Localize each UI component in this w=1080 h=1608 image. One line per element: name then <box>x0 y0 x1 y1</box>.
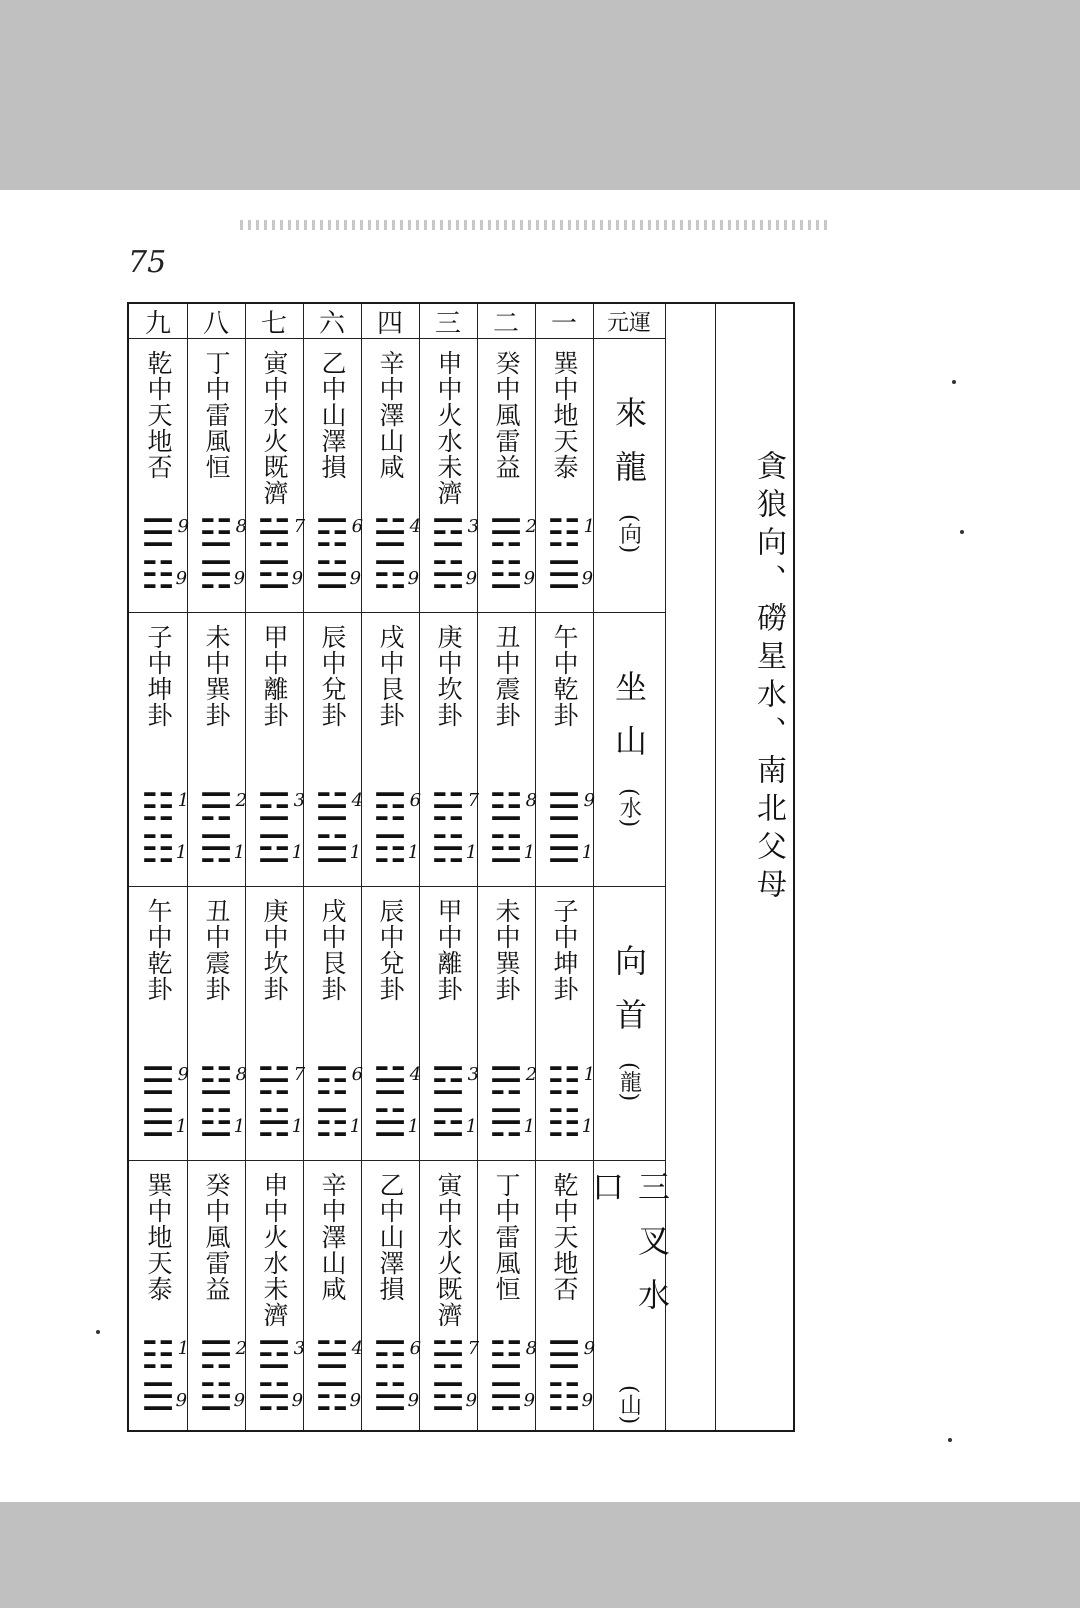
hexagram-name: 申中火水未濟 <box>260 1172 289 1328</box>
upper-number: 3 <box>293 1338 306 1359</box>
upper-trigram-icon: ☷ 1 <box>547 514 581 552</box>
upper-number: 1 <box>583 1064 596 1085</box>
table-cell <box>535 898 596 1156</box>
table-cell <box>303 898 364 1156</box>
upper-number: 1 <box>177 1338 190 1359</box>
upper-trigram-icon: ☶ 6 <box>373 1336 407 1374</box>
table-cell <box>303 350 364 608</box>
row-label <box>587 1170 671 1424</box>
row-label <box>593 896 665 1150</box>
upper-number: 2 <box>235 1338 248 1359</box>
hexagram-name: 辛中澤山咸 <box>318 1172 347 1302</box>
upper-number: 6 <box>409 790 422 811</box>
lower-trigram-icon: ☰ 1 <box>546 827 594 871</box>
upper-number: 7 <box>467 790 480 811</box>
lower-number: 9 <box>349 568 362 589</box>
lower-number: 9 <box>407 568 420 589</box>
upper-trigram-icon: ☰ 9 <box>141 514 175 552</box>
upper-trigram-icon: ☵ 7 <box>257 514 291 552</box>
hexagram-name: 巽中地天泰 <box>144 1172 173 1302</box>
hexagram-name: 午中乾卦 <box>144 898 173 1002</box>
hexagram-name: 乙中山澤損 <box>376 1172 405 1302</box>
lower-number: 9 <box>465 1390 478 1411</box>
table-cell <box>245 1172 306 1430</box>
row-label-text: 坐山 <box>610 670 648 779</box>
lower-number: 1 <box>523 842 536 863</box>
lower-trigram-icon: ☷ 9 <box>546 1375 594 1419</box>
cycle-header: 八 <box>202 308 229 339</box>
table-cell <box>129 1172 190 1430</box>
hexagram-name: 丑中震卦 <box>202 898 231 1002</box>
lower-number: 1 <box>291 1116 304 1137</box>
upper-trigram-icon: ☶ 6 <box>373 788 407 826</box>
cycle-header: 一 <box>550 308 577 339</box>
upper-trigram-icon: ☶ 6 <box>315 1062 349 1100</box>
upper-number: 3 <box>467 516 480 537</box>
lower-trigram-icon: ☵ 1 <box>430 827 478 871</box>
scan-speck <box>952 380 956 384</box>
table-cell <box>419 898 480 1156</box>
lower-trigram-icon: ☲ 9 <box>430 1375 478 1419</box>
lower-number: 1 <box>175 1116 188 1137</box>
row-label-text: 來龍 <box>610 396 648 505</box>
row-label <box>593 622 665 876</box>
hexagram-name: 申中火水未濟 <box>434 350 463 506</box>
upper-number: 7 <box>293 516 306 537</box>
lower-number: 9 <box>233 1390 246 1411</box>
lower-number: 9 <box>233 568 246 589</box>
lower-number: 1 <box>349 1116 362 1137</box>
table-cell <box>245 350 306 608</box>
lower-number: 1 <box>233 842 246 863</box>
hexagram-name: 未中巽卦 <box>492 898 521 1002</box>
upper-trigram-icon: ☴ 2 <box>199 1336 233 1374</box>
lower-number: 9 <box>581 1390 594 1411</box>
upper-trigram-icon: ☳ 8 <box>489 788 523 826</box>
table-cell <box>535 1172 596 1430</box>
table-cell <box>187 1172 248 1430</box>
lower-trigram-icon: ☰ 1 <box>140 1101 188 1145</box>
cycle-header: 四 <box>376 308 403 339</box>
upper-trigram-icon: ☰ 9 <box>547 788 581 826</box>
cycle-header: 二 <box>492 308 519 339</box>
upper-number: 3 <box>467 1064 480 1085</box>
upper-number: 7 <box>467 1338 480 1359</box>
hexagram-name: 甲中離卦 <box>434 898 463 1002</box>
scan-header-noise <box>240 220 830 230</box>
lower-trigram-icon: ☷ 9 <box>140 553 188 597</box>
upper-number: 1 <box>177 790 190 811</box>
hexagram-name: 辛中澤山咸 <box>376 350 405 480</box>
upper-trigram-icon: ☱ 4 <box>373 514 407 552</box>
upper-number: 9 <box>177 1064 190 1085</box>
lower-trigram-icon: ☱ 1 <box>372 1101 420 1145</box>
lower-number: 1 <box>523 1116 536 1137</box>
lower-trigram-icon: ☰ 9 <box>546 553 594 597</box>
scan-speck <box>960 530 964 534</box>
lower-number: 9 <box>407 1390 420 1411</box>
lower-trigram-icon: ☰ 9 <box>140 1375 188 1419</box>
table-cell <box>303 1172 364 1430</box>
lower-trigram-icon: ☵ 9 <box>256 1375 304 1419</box>
column-divider <box>715 304 716 1430</box>
table-cell <box>245 624 306 882</box>
upper-number: 6 <box>351 1064 364 1085</box>
feng-shui-table <box>127 302 795 1432</box>
upper-trigram-icon: ☵ 7 <box>257 1062 291 1100</box>
hexagram-name: 戌中艮卦 <box>318 898 347 1002</box>
table-cell <box>477 898 538 1156</box>
table-cell <box>129 350 190 608</box>
lower-trigram-icon: ☲ 9 <box>256 553 304 597</box>
lower-trigram-icon: ☷ 1 <box>546 1101 594 1145</box>
side-note: 貪狼向、磱星水、南北父母 <box>751 450 786 906</box>
upper-trigram-icon: ☳ 8 <box>199 1062 233 1100</box>
upper-trigram-icon: ☳ 8 <box>489 1336 523 1374</box>
table-cell <box>187 898 248 1156</box>
hexagram-name: 甲中離卦 <box>260 624 289 728</box>
upper-trigram-icon: ☴ 2 <box>489 1062 523 1100</box>
hexagram-name: 寅中水火既濟 <box>434 1172 463 1328</box>
table-cell <box>477 350 538 608</box>
lower-trigram-icon: ☳ 9 <box>198 1375 246 1419</box>
row-label-note: (水) <box>616 788 642 828</box>
hexagram-name: 乾中天地否 <box>144 350 173 480</box>
hexagram-name: 子中坤卦 <box>550 898 579 1002</box>
table-cell <box>419 1172 480 1430</box>
upper-number: 6 <box>351 516 364 537</box>
table-cell <box>361 624 422 882</box>
hexagram-name: 戌中艮卦 <box>376 624 405 728</box>
lower-number: 1 <box>465 842 478 863</box>
lower-trigram-icon: ☱ 9 <box>372 1375 420 1419</box>
hexagram-name: 丑中震卦 <box>492 624 521 728</box>
lower-number: 1 <box>175 842 188 863</box>
hexagram-name: 辰中兌卦 <box>376 898 405 1002</box>
table-cell <box>129 898 190 1156</box>
upper-trigram-icon: ☳ 8 <box>199 514 233 552</box>
hexagram-name: 癸中風雷益 <box>202 1172 231 1302</box>
lower-trigram-icon: ☴ 1 <box>488 1101 536 1145</box>
lower-number: 1 <box>407 1116 420 1137</box>
lower-number: 1 <box>407 842 420 863</box>
hexagram-name: 乙中山澤損 <box>318 350 347 480</box>
lower-number: 9 <box>523 568 536 589</box>
upper-number: 8 <box>525 1338 538 1359</box>
lower-trigram-icon: ☳ 9 <box>488 553 536 597</box>
hexagram-name: 寅中水火既濟 <box>260 350 289 506</box>
upper-trigram-icon: ☲ 3 <box>257 1336 291 1374</box>
table-cell <box>361 898 422 1156</box>
lower-number: 9 <box>175 1390 188 1411</box>
upper-number: 2 <box>235 790 248 811</box>
upper-trigram-icon: ☷ 1 <box>547 1062 581 1100</box>
lower-trigram-icon: ☲ 1 <box>256 827 304 871</box>
header-label: 元運 <box>606 310 651 336</box>
lower-trigram-icon: ☳ 1 <box>488 827 536 871</box>
upper-trigram-icon: ☲ 3 <box>431 1062 465 1100</box>
page-number: 75 <box>128 245 167 280</box>
lower-trigram-icon: ☶ 1 <box>372 827 420 871</box>
upper-trigram-icon: ☰ 9 <box>141 1062 175 1100</box>
hexagram-name: 未中巽卦 <box>202 624 231 728</box>
hexagram-name: 庚中坎卦 <box>434 624 463 728</box>
hexagram-name: 乾中天地否 <box>550 1172 579 1302</box>
lower-trigram-icon: ☱ 9 <box>314 553 362 597</box>
lower-trigram-icon: ☴ 1 <box>198 827 246 871</box>
upper-trigram-icon: ☵ 7 <box>431 788 465 826</box>
upper-trigram-icon: ☴ 2 <box>199 788 233 826</box>
hexagram-name: 午中乾卦 <box>550 624 579 728</box>
lower-trigram-icon: ☲ 1 <box>430 1101 478 1145</box>
row-label-note: (向) <box>616 514 642 554</box>
upper-number: 9 <box>583 790 596 811</box>
lower-number: 1 <box>233 1116 246 1137</box>
upper-trigram-icon: ☷ 1 <box>141 1336 175 1374</box>
scanned-page <box>0 190 1080 1502</box>
lower-trigram-icon: ☶ 9 <box>314 1375 362 1419</box>
upper-number: 4 <box>351 1338 364 1359</box>
upper-number: 7 <box>293 1064 306 1085</box>
row-divider <box>129 1160 665 1161</box>
table-cell <box>535 624 596 882</box>
table-cell <box>187 624 248 882</box>
upper-number: 2 <box>525 1064 538 1085</box>
row-label-text: 三叉水口 <box>587 1170 671 1332</box>
table-cell <box>477 1172 538 1430</box>
row-label <box>593 348 665 602</box>
upper-number: 4 <box>409 1064 422 1085</box>
upper-number: 4 <box>351 790 364 811</box>
table-cell <box>187 350 248 608</box>
lower-trigram-icon: ☴ 9 <box>488 1375 536 1419</box>
lower-number: 1 <box>465 1116 478 1137</box>
hexagram-name: 巽中地天泰 <box>550 350 579 480</box>
row-label-text: 向首 <box>610 944 648 1053</box>
lower-number: 9 <box>175 568 188 589</box>
upper-trigram-icon: ☱ 4 <box>315 788 349 826</box>
upper-number: 9 <box>583 1338 596 1359</box>
upper-trigram-icon: ☰ 9 <box>547 1336 581 1374</box>
hexagram-name: 子中坤卦 <box>144 624 173 728</box>
cycle-header: 七 <box>260 308 287 339</box>
table-cell <box>419 350 480 608</box>
lower-number: 9 <box>523 1390 536 1411</box>
upper-number: 8 <box>235 1064 248 1085</box>
cycle-header: 三 <box>434 308 461 339</box>
upper-trigram-icon: ☴ 2 <box>489 514 523 552</box>
row-divider <box>129 886 665 887</box>
hexagram-name: 庚中坎卦 <box>260 898 289 1002</box>
lower-number: 9 <box>291 568 304 589</box>
upper-number: 4 <box>409 516 422 537</box>
lower-trigram-icon: ☶ 9 <box>372 553 420 597</box>
lower-trigram-icon: ☳ 1 <box>198 1101 246 1145</box>
table-cell <box>535 350 596 608</box>
upper-trigram-icon: ☵ 7 <box>431 1336 465 1374</box>
lower-number: 1 <box>349 842 362 863</box>
lower-trigram-icon: ☶ 1 <box>314 1101 362 1145</box>
upper-trigram-icon: ☲ 3 <box>431 514 465 552</box>
lower-number: 9 <box>291 1390 304 1411</box>
hexagram-name: 辰中兌卦 <box>318 624 347 728</box>
lower-trigram-icon: ☵ 1 <box>256 1101 304 1145</box>
lower-number: 9 <box>349 1390 362 1411</box>
upper-number: 2 <box>525 516 538 537</box>
lower-number: 1 <box>581 842 594 863</box>
lower-trigram-icon: ☵ 9 <box>430 553 478 597</box>
lower-trigram-icon: ☱ 1 <box>314 827 362 871</box>
table-cell <box>361 1172 422 1430</box>
table-cell <box>129 624 190 882</box>
lower-number: 9 <box>581 568 594 589</box>
upper-trigram-icon: ☲ 3 <box>257 788 291 826</box>
hexagram-name: 癸中風雷益 <box>492 350 521 480</box>
lower-trigram-icon: ☷ 1 <box>140 827 188 871</box>
scan-speck <box>96 1330 100 1334</box>
table-cell <box>419 624 480 882</box>
upper-number: 6 <box>409 1338 422 1359</box>
upper-number: 3 <box>293 790 306 811</box>
lower-number: 1 <box>581 1116 594 1137</box>
lower-number: 1 <box>291 842 304 863</box>
upper-trigram-icon: ☱ 4 <box>373 1062 407 1100</box>
table-cell <box>303 624 364 882</box>
upper-trigram-icon: ☷ 1 <box>141 788 175 826</box>
upper-number: 1 <box>583 516 596 537</box>
table-cell <box>477 624 538 882</box>
upper-number: 8 <box>525 790 538 811</box>
row-label-note: (龍) <box>616 1062 642 1102</box>
hexagram-name: 丁中雷風恒 <box>492 1172 521 1302</box>
table-cell <box>361 350 422 608</box>
upper-trigram-icon: ☶ 6 <box>315 514 349 552</box>
upper-number: 8 <box>235 516 248 537</box>
upper-trigram-icon: ☱ 4 <box>315 1336 349 1374</box>
cycle-header: 九 <box>144 308 171 339</box>
cycle-header: 六 <box>318 308 345 339</box>
row-divider <box>129 612 665 613</box>
hexagram-name: 丁中雷風恒 <box>202 350 231 480</box>
row-label-note: (山) <box>616 1384 642 1424</box>
scan-speck <box>948 1438 952 1442</box>
upper-number: 9 <box>177 516 190 537</box>
lower-trigram-icon: ☴ 9 <box>198 553 246 597</box>
lower-number: 9 <box>465 568 478 589</box>
table-cell <box>245 898 306 1156</box>
